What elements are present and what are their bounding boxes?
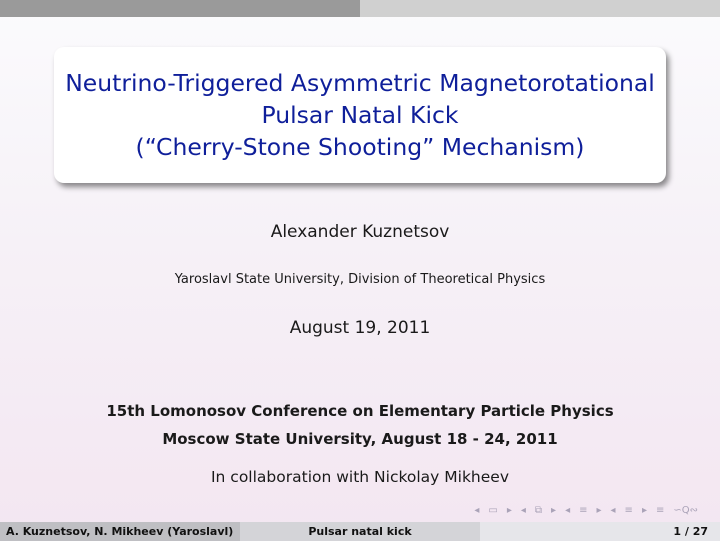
top-bar-left — [0, 0, 360, 17]
title-line-2: Pulsar Natal Kick — [261, 101, 459, 129]
footer — [0, 522, 720, 541]
top-bar — [0, 0, 720, 17]
date: August 19, 2011 — [289, 318, 431, 338]
title-box — [54, 47, 666, 183]
conference-line-1: 15th Lomonosov Conference on Elementary Particle Physics — [106, 402, 614, 420]
beamer-navigation — [474, 502, 698, 518]
nav-next-section-icon[interactable]: ▸ — [641, 504, 647, 516]
title-line-1: Neutrino-Triggered Asymmetric Magnetorotational — [65, 69, 655, 97]
author: Alexander Kuznetsov — [270, 222, 450, 242]
nav-document-icon[interactable]: ≡ — [655, 504, 665, 516]
nav-slide-icon[interactable]: ▭ — [488, 504, 498, 516]
nav-next-slide-icon[interactable]: ▸ — [506, 504, 512, 516]
nav-prev-subsection-icon[interactable]: ◂ — [565, 504, 571, 516]
collaboration: In collaboration with Nickolay Mikheev — [210, 468, 510, 486]
top-bar-right — [360, 0, 720, 17]
conference-line-2: Moscow State University, August 18 - 24, 2011 — [162, 430, 558, 448]
footer-authors: A. Kuznetsov, N. Mikheev (Yaroslavl) — [0, 522, 240, 541]
nav-frame-icon[interactable]: ⧉ — [534, 504, 543, 516]
footer-page-number: 1 / 27 — [480, 522, 720, 541]
nav-section-icon[interactable]: ≡ — [624, 504, 633, 516]
nav-subsection-icon[interactable]: ≡ — [579, 504, 588, 516]
title-line-3: (“Cherry-Stone Shooting” Mechanism) — [135, 133, 585, 161]
nav-prev-frame-icon[interactable]: ◂ — [520, 504, 526, 516]
nav-next-frame-icon[interactable]: ▸ — [551, 504, 557, 516]
institute: Yaroslavl State University, Division of Theoretical Physics — [174, 272, 546, 287]
footer-short-title: Pulsar natal kick — [240, 522, 480, 541]
nav-prev-slide-icon[interactable]: ◂ — [474, 504, 480, 516]
nav-next-subsection-icon[interactable]: ▸ — [596, 504, 602, 516]
nav-search-icon[interactable]: ∽Q∾ — [673, 504, 698, 516]
nav-prev-section-icon[interactable]: ◂ — [610, 504, 616, 516]
